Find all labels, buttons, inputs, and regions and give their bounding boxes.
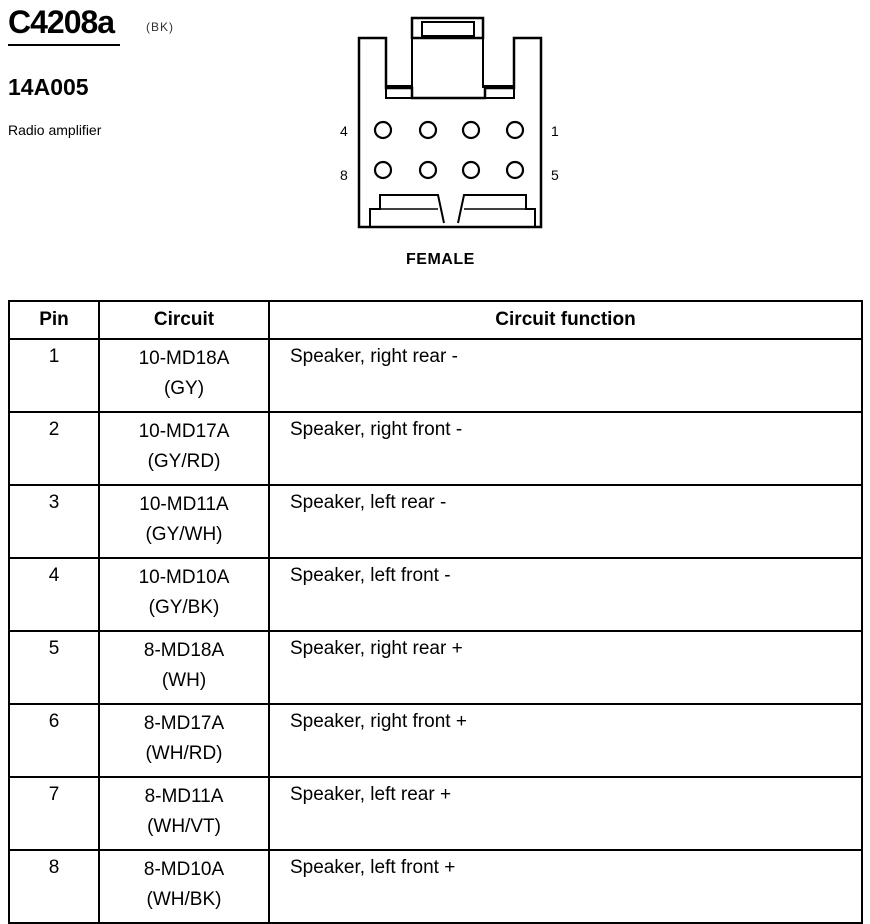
pin-cavity-6 [463,162,479,178]
pin-number: 2 [9,412,99,485]
header-circuit: Circuit [99,301,269,339]
code-underline [8,44,120,46]
circuit-cell [99,850,269,923]
table-row [9,777,862,850]
connector-key [370,195,535,227]
table-row [9,631,862,704]
table-row [9,412,862,485]
wire-color: (WH/BK) [146,889,222,910]
part-number: 14A005 [8,74,89,100]
connector-description: Radio amplifier [8,122,102,138]
wire-color: (WH) [161,670,207,691]
pin-number: 7 [9,777,99,850]
circuit-id: 10-MD11A [139,494,229,515]
pin-number: 6 [9,704,99,777]
connector-code: C4208a [8,4,115,40]
circuit-id: 8-MD10A [143,859,225,880]
pin-label-bottom-right: 5 [551,167,559,183]
circuit-function: Speaker, left rear + [269,777,862,850]
pin-label-bottom-left: 8 [340,167,348,183]
circuit-id: 8-MD17A [143,713,225,734]
pin-label-top-right: 1 [551,123,559,139]
pin-cavity-4 [375,122,391,138]
wire-color: (GY) [163,378,205,399]
circuit-id: 8-MD18A [143,640,225,661]
connector-color-code: (BK) [146,20,174,34]
pin-number: 3 [9,485,99,558]
circuit-cell [99,339,269,412]
pin-cavity-7 [420,162,436,178]
wire-color: (GY/RD) [147,451,221,472]
header-circuit-function: Circuit function [269,301,862,339]
connector-outline [359,38,541,227]
circuit-cell [99,704,269,777]
pin-number: 8 [9,850,99,923]
pin-cavity-8 [375,162,391,178]
header-pin: Pin [9,301,99,339]
circuit-function: Speaker, left front + [269,850,862,923]
circuit-cell [99,412,269,485]
pinout-table [8,300,863,924]
connector-gender-label: FEMALE [406,251,475,268]
connector-face-diagram [330,12,570,242]
circuit-cell [99,631,269,704]
circuit-cell [99,558,269,631]
circuit-cell [99,485,269,558]
circuit-id: 8-MD11A [144,786,224,807]
circuit-function: Speaker, right front + [269,704,862,777]
circuit-function: Speaker, right rear + [269,631,862,704]
pin-number: 4 [9,558,99,631]
table-header-row [9,301,862,339]
table-row [9,558,862,631]
circuit-function: Speaker, right rear - [269,339,862,412]
pin-cavity-5 [507,162,523,178]
pin-cavity-3 [420,122,436,138]
circuit-cell [99,777,269,850]
table-row [9,850,862,923]
circuit-id: 10-MD17A [138,421,230,442]
table-row [9,704,862,777]
wire-color: (WH/RD) [145,743,223,764]
wire-color: (GY/WH) [145,524,223,545]
pin-cavity-1 [507,122,523,138]
pin-number: 5 [9,631,99,704]
wire-color: (WH/VT) [147,816,221,837]
circuit-function: Speaker, left front - [269,558,862,631]
circuit-id: 10-MD10A [138,567,230,588]
pin-number: 1 [9,339,99,412]
pin-cavity-2 [463,122,479,138]
pin-label-top-left: 4 [340,123,348,139]
table-row [9,339,862,412]
circuit-function: Speaker, right front - [269,412,862,485]
table-row [9,485,862,558]
circuit-id: 10-MD18A [138,348,230,369]
circuit-function: Speaker, left rear - [269,485,862,558]
wire-color: (GY/BK) [148,597,220,618]
